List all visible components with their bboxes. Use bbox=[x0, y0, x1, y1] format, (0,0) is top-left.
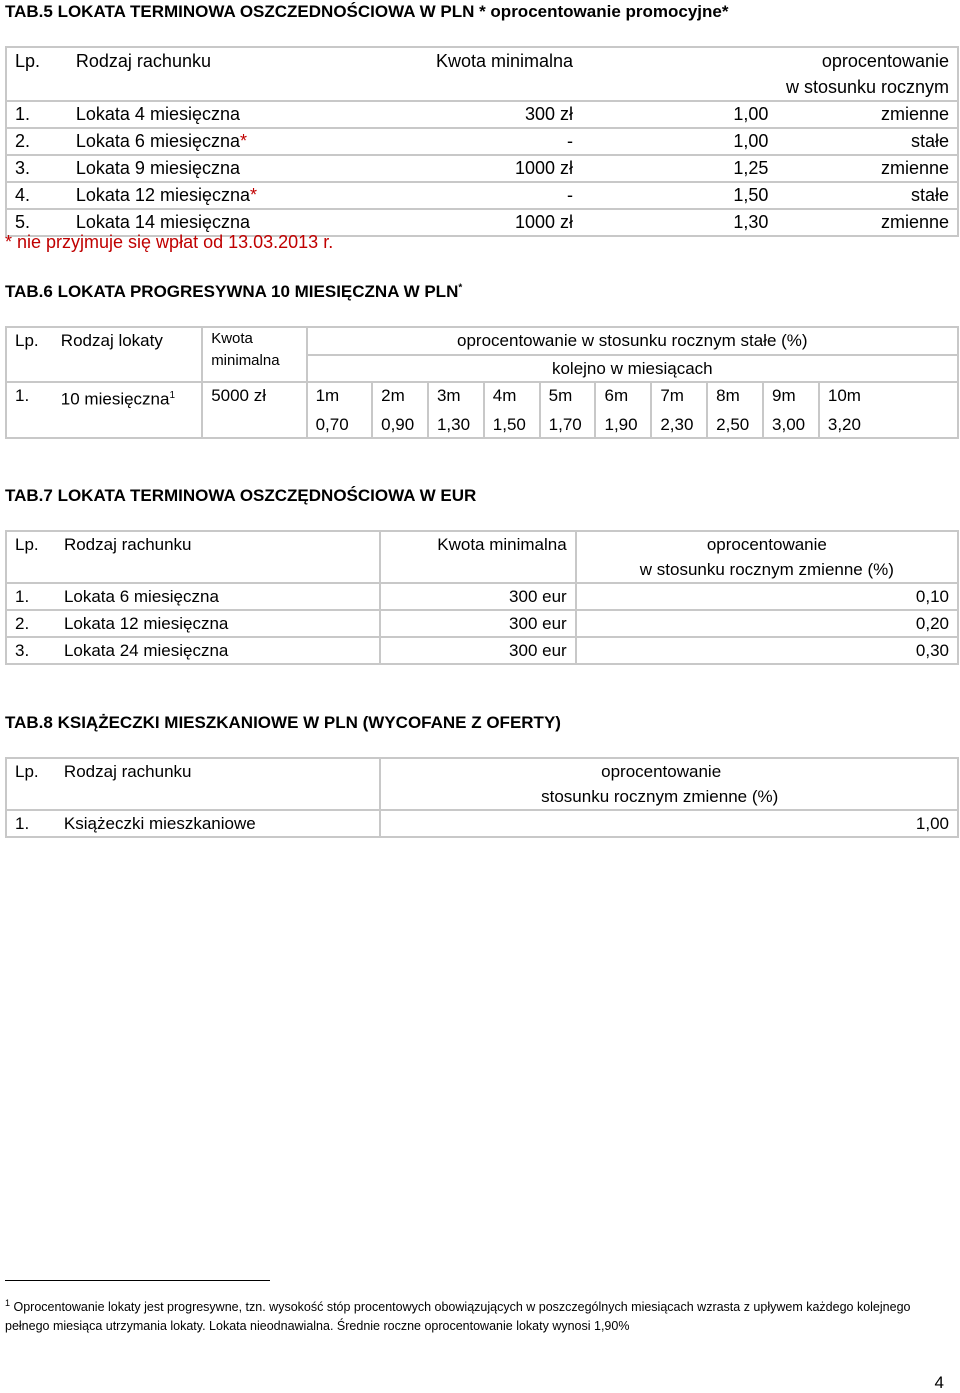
table-row bbox=[6, 637, 958, 664]
tab6-month-7: 7m bbox=[651, 382, 707, 412]
tab5-row-mark: * bbox=[239, 131, 247, 151]
tab6-header-rate-line2: kolejno w miesiącach bbox=[551, 359, 713, 378]
tab7-title: TAB.7 LOKATA TERMINOWA OSZCZĘDNOŚCIOWA W EUR bbox=[5, 486, 477, 505]
tab6-title-text: TAB.6 LOKATA PROGRESYWNA 10 MIESIĘCZNA W PLN bbox=[5, 282, 459, 301]
tab7-row-rate: 0,20 bbox=[576, 610, 958, 637]
tab7-row-min: 300 eur bbox=[380, 583, 576, 610]
page-number: 4 bbox=[934, 1373, 944, 1392]
tab5-header-rate-line2: w stosunku rocznym bbox=[785, 77, 949, 97]
tab5-row-rate: 1,00 bbox=[733, 104, 769, 124]
tab5-header-min: Kwota minimalna bbox=[435, 51, 574, 71]
tab5-note: * nie przyjmuje się wpłat od 13.03.2013 r. bbox=[5, 232, 334, 252]
tab6-rate-4: 1,50 bbox=[484, 412, 540, 438]
tab6-months-row bbox=[6, 382, 958, 412]
tab6-rate-2: 0,90 bbox=[372, 412, 428, 438]
tab5-row-rate: 1,00 bbox=[733, 131, 769, 151]
tab7-header-type: Rodzaj rachunku bbox=[56, 531, 380, 583]
tab6-rate-10: 3,20 bbox=[819, 412, 958, 438]
tab7-row-rate: 0,10 bbox=[576, 583, 958, 610]
table-row bbox=[6, 101, 958, 128]
tab6-rates-empty-min bbox=[202, 412, 306, 438]
tab5-row-lp: 5. bbox=[6, 209, 68, 236]
tab7-row-name: Lokata 24 miesięczna bbox=[56, 637, 380, 664]
tab5-row-name-text: Lokata 6 miesięczna bbox=[75, 131, 240, 151]
tab5-row-min: 300 zł bbox=[524, 104, 574, 124]
tab7-header-rate-line1: oprocentowanie bbox=[706, 535, 827, 554]
table-row bbox=[6, 182, 958, 209]
tab6-rates-row bbox=[6, 412, 958, 438]
tab7-row-rate: 0,30 bbox=[576, 637, 958, 664]
tab5-row-name bbox=[68, 128, 385, 155]
tab5-row-kind: zmienne bbox=[776, 209, 958, 236]
tab5-row-kind: stałe bbox=[776, 128, 958, 155]
tab6-month-10: 10m bbox=[819, 382, 958, 412]
tab5-row-name bbox=[68, 182, 385, 209]
tab8-header-lp: Lp. bbox=[6, 758, 56, 810]
tab8-header-row bbox=[6, 758, 958, 810]
tab6-header-rate-line1: oprocentowanie w stosunku rocznym stałe (%) bbox=[308, 328, 957, 356]
tab5-header-type: Rodzaj rachunku bbox=[68, 47, 385, 101]
tab7-header-row bbox=[6, 531, 958, 583]
tab5-row-rate: 1,25 bbox=[733, 158, 769, 178]
tab6-row-min: 5000 zł bbox=[202, 382, 306, 412]
tab7-table bbox=[5, 530, 959, 665]
tab6-header-lp: Lp. bbox=[6, 327, 53, 382]
tab5-row-name bbox=[68, 101, 385, 128]
tab7-row-min: 300 eur bbox=[380, 610, 576, 637]
tab6-month-4: 4m bbox=[484, 382, 540, 412]
tab6-rate-8: 2,50 bbox=[707, 412, 763, 438]
tab6-table bbox=[5, 326, 959, 439]
tab6-rate-3: 1,30 bbox=[428, 412, 484, 438]
tab5-row-name-text: Lokata 4 miesięczna bbox=[75, 104, 240, 124]
tab6-row-name bbox=[53, 382, 202, 412]
tab5-row-min: 1000 zł bbox=[514, 212, 574, 232]
tab5-row-kind: stałe bbox=[776, 182, 958, 209]
tab8-header-type: Rodzaj rachunku bbox=[56, 758, 380, 810]
tab8-header-rate-line2: stosunku rocznym zmienne (%) bbox=[541, 787, 779, 806]
tab6-rate-7: 2,30 bbox=[651, 412, 707, 438]
tab6-rate-5: 1,70 bbox=[540, 412, 596, 438]
table-row bbox=[6, 128, 958, 155]
tab5-row-kind: zmienne bbox=[776, 101, 958, 128]
tab6-row-name-text: 10 miesięczna bbox=[60, 389, 170, 409]
footnote-separator bbox=[5, 1280, 270, 1281]
tab8-title: TAB.8 KSIĄŻECZKI MIESZKANIOWE W PLN (WYCOFANE Z OFERTY) bbox=[5, 713, 561, 732]
tab7-row-min: 300 eur bbox=[380, 637, 576, 664]
tab8-header-rate bbox=[380, 758, 958, 810]
tab7-header-min: Kwota minimalna bbox=[380, 531, 576, 583]
tab6-rate-9: 3,00 bbox=[763, 412, 819, 438]
table-row bbox=[6, 583, 958, 610]
table-row bbox=[6, 155, 958, 182]
tab6-rates-empty-lp bbox=[6, 412, 53, 438]
tab5-header-rate-line1: oprocentowanie bbox=[821, 51, 949, 71]
tab6-row-name-mark: 1 bbox=[169, 390, 176, 401]
tab6-month-5: 5m bbox=[540, 382, 596, 412]
tab5-header-rate bbox=[581, 47, 958, 101]
tab5-row-rate: 1,50 bbox=[733, 185, 769, 205]
tab5-table bbox=[5, 46, 959, 237]
footnote bbox=[5, 1294, 955, 1336]
tab7-row-lp: 1. bbox=[6, 583, 56, 610]
table-row bbox=[6, 810, 958, 837]
tab7-header-rate bbox=[576, 531, 958, 583]
tab6-header-min-line2: minimalna bbox=[211, 352, 280, 369]
tab5-header-lp: Lp. bbox=[6, 47, 68, 101]
tab6-title bbox=[5, 282, 462, 302]
tab5-row-name-text: Lokata 14 miesięczna bbox=[75, 212, 250, 232]
tab6-rates-empty-name bbox=[53, 412, 202, 438]
tab5-row-lp: 3. bbox=[6, 155, 68, 182]
tab5-row-kind: zmienne bbox=[776, 155, 958, 182]
tab8-row-name: Książeczki mieszkaniowe bbox=[56, 810, 380, 837]
tab6-month-3: 3m bbox=[428, 382, 484, 412]
footnote-text: Oprocentowanie lokaty jest progresywne, tzn. wysokość stóp procentowych obowiązujących w poszczególnych miesiącach wzrasta z upływem każdego kolejnego pełnego miesiąca utrzymania lokaty. Lokata nieodnawialna. Średnie roczne oprocentowanie lokaty wynosi 1,90% bbox=[5, 1300, 911, 1334]
tab7-row-name: Lokata 6 miesięczna bbox=[56, 583, 380, 610]
tab8-row-lp: 1. bbox=[6, 810, 56, 837]
tab7-row-lp: 3. bbox=[6, 637, 56, 664]
tab5-header-row bbox=[6, 47, 958, 101]
tab6-rate-1: 0,70 bbox=[307, 412, 373, 438]
tab6-month-9: 9m bbox=[763, 382, 819, 412]
tab5-row-min: 1000 zł bbox=[514, 158, 574, 178]
tab7-header-rate-line2: w stosunku rocznym zmienne (%) bbox=[639, 560, 894, 579]
tab5-row-lp: 2. bbox=[6, 128, 68, 155]
tab5-body bbox=[6, 101, 958, 236]
tab6-month-2: 2m bbox=[372, 382, 428, 412]
tab6-month-6: 6m bbox=[595, 382, 651, 412]
tab5-row-lp: 4. bbox=[6, 182, 68, 209]
tab6-header-rate bbox=[307, 327, 958, 382]
tab8-body bbox=[6, 810, 958, 837]
tab5-row-mark: * bbox=[250, 185, 258, 205]
tab6-month-1: 1m bbox=[307, 382, 373, 412]
tab6-rate-6: 1,90 bbox=[595, 412, 651, 438]
footnote-mark: 1 bbox=[5, 1298, 11, 1308]
tab5-row-name bbox=[68, 155, 385, 182]
tab7-header-lp: Lp. bbox=[6, 531, 56, 583]
table-row bbox=[6, 610, 958, 637]
tab7-row-lp: 2. bbox=[6, 610, 56, 637]
tab6-header-min bbox=[202, 327, 306, 382]
tab6-header-row bbox=[6, 327, 958, 382]
tab6-month-8: 8m bbox=[707, 382, 763, 412]
tab8-header-rate-line1: oprocentowanie bbox=[601, 762, 722, 781]
tab8-row-rate: 1,00 bbox=[380, 810, 958, 837]
tab5-row-lp: 1. bbox=[6, 101, 68, 128]
tab6-header-min-line1: Kwota bbox=[211, 330, 253, 347]
tab5-row-min: - bbox=[567, 131, 574, 151]
tab6-title-mark: * bbox=[458, 282, 463, 294]
tab6-header-type: Rodzaj lokaty bbox=[60, 331, 163, 350]
tab5-row-rate: 1,30 bbox=[733, 212, 769, 232]
tab8-table bbox=[5, 757, 959, 838]
tab5-row-min: - bbox=[567, 185, 574, 205]
tab5-title: TAB.5 LOKATA TERMINOWA OSZCZEDNOŚCIOWA W PLN * oprocentowanie promocyjne* bbox=[5, 2, 729, 21]
tab5-row-name-text: Lokata 12 miesięczna bbox=[75, 185, 250, 205]
tab7-body bbox=[6, 583, 958, 664]
tab7-row-name: Lokata 12 miesięczna bbox=[56, 610, 380, 637]
tab5-row-name-text: Lokata 9 miesięczna bbox=[75, 158, 240, 178]
tab6-row-lp: 1. bbox=[6, 382, 53, 412]
